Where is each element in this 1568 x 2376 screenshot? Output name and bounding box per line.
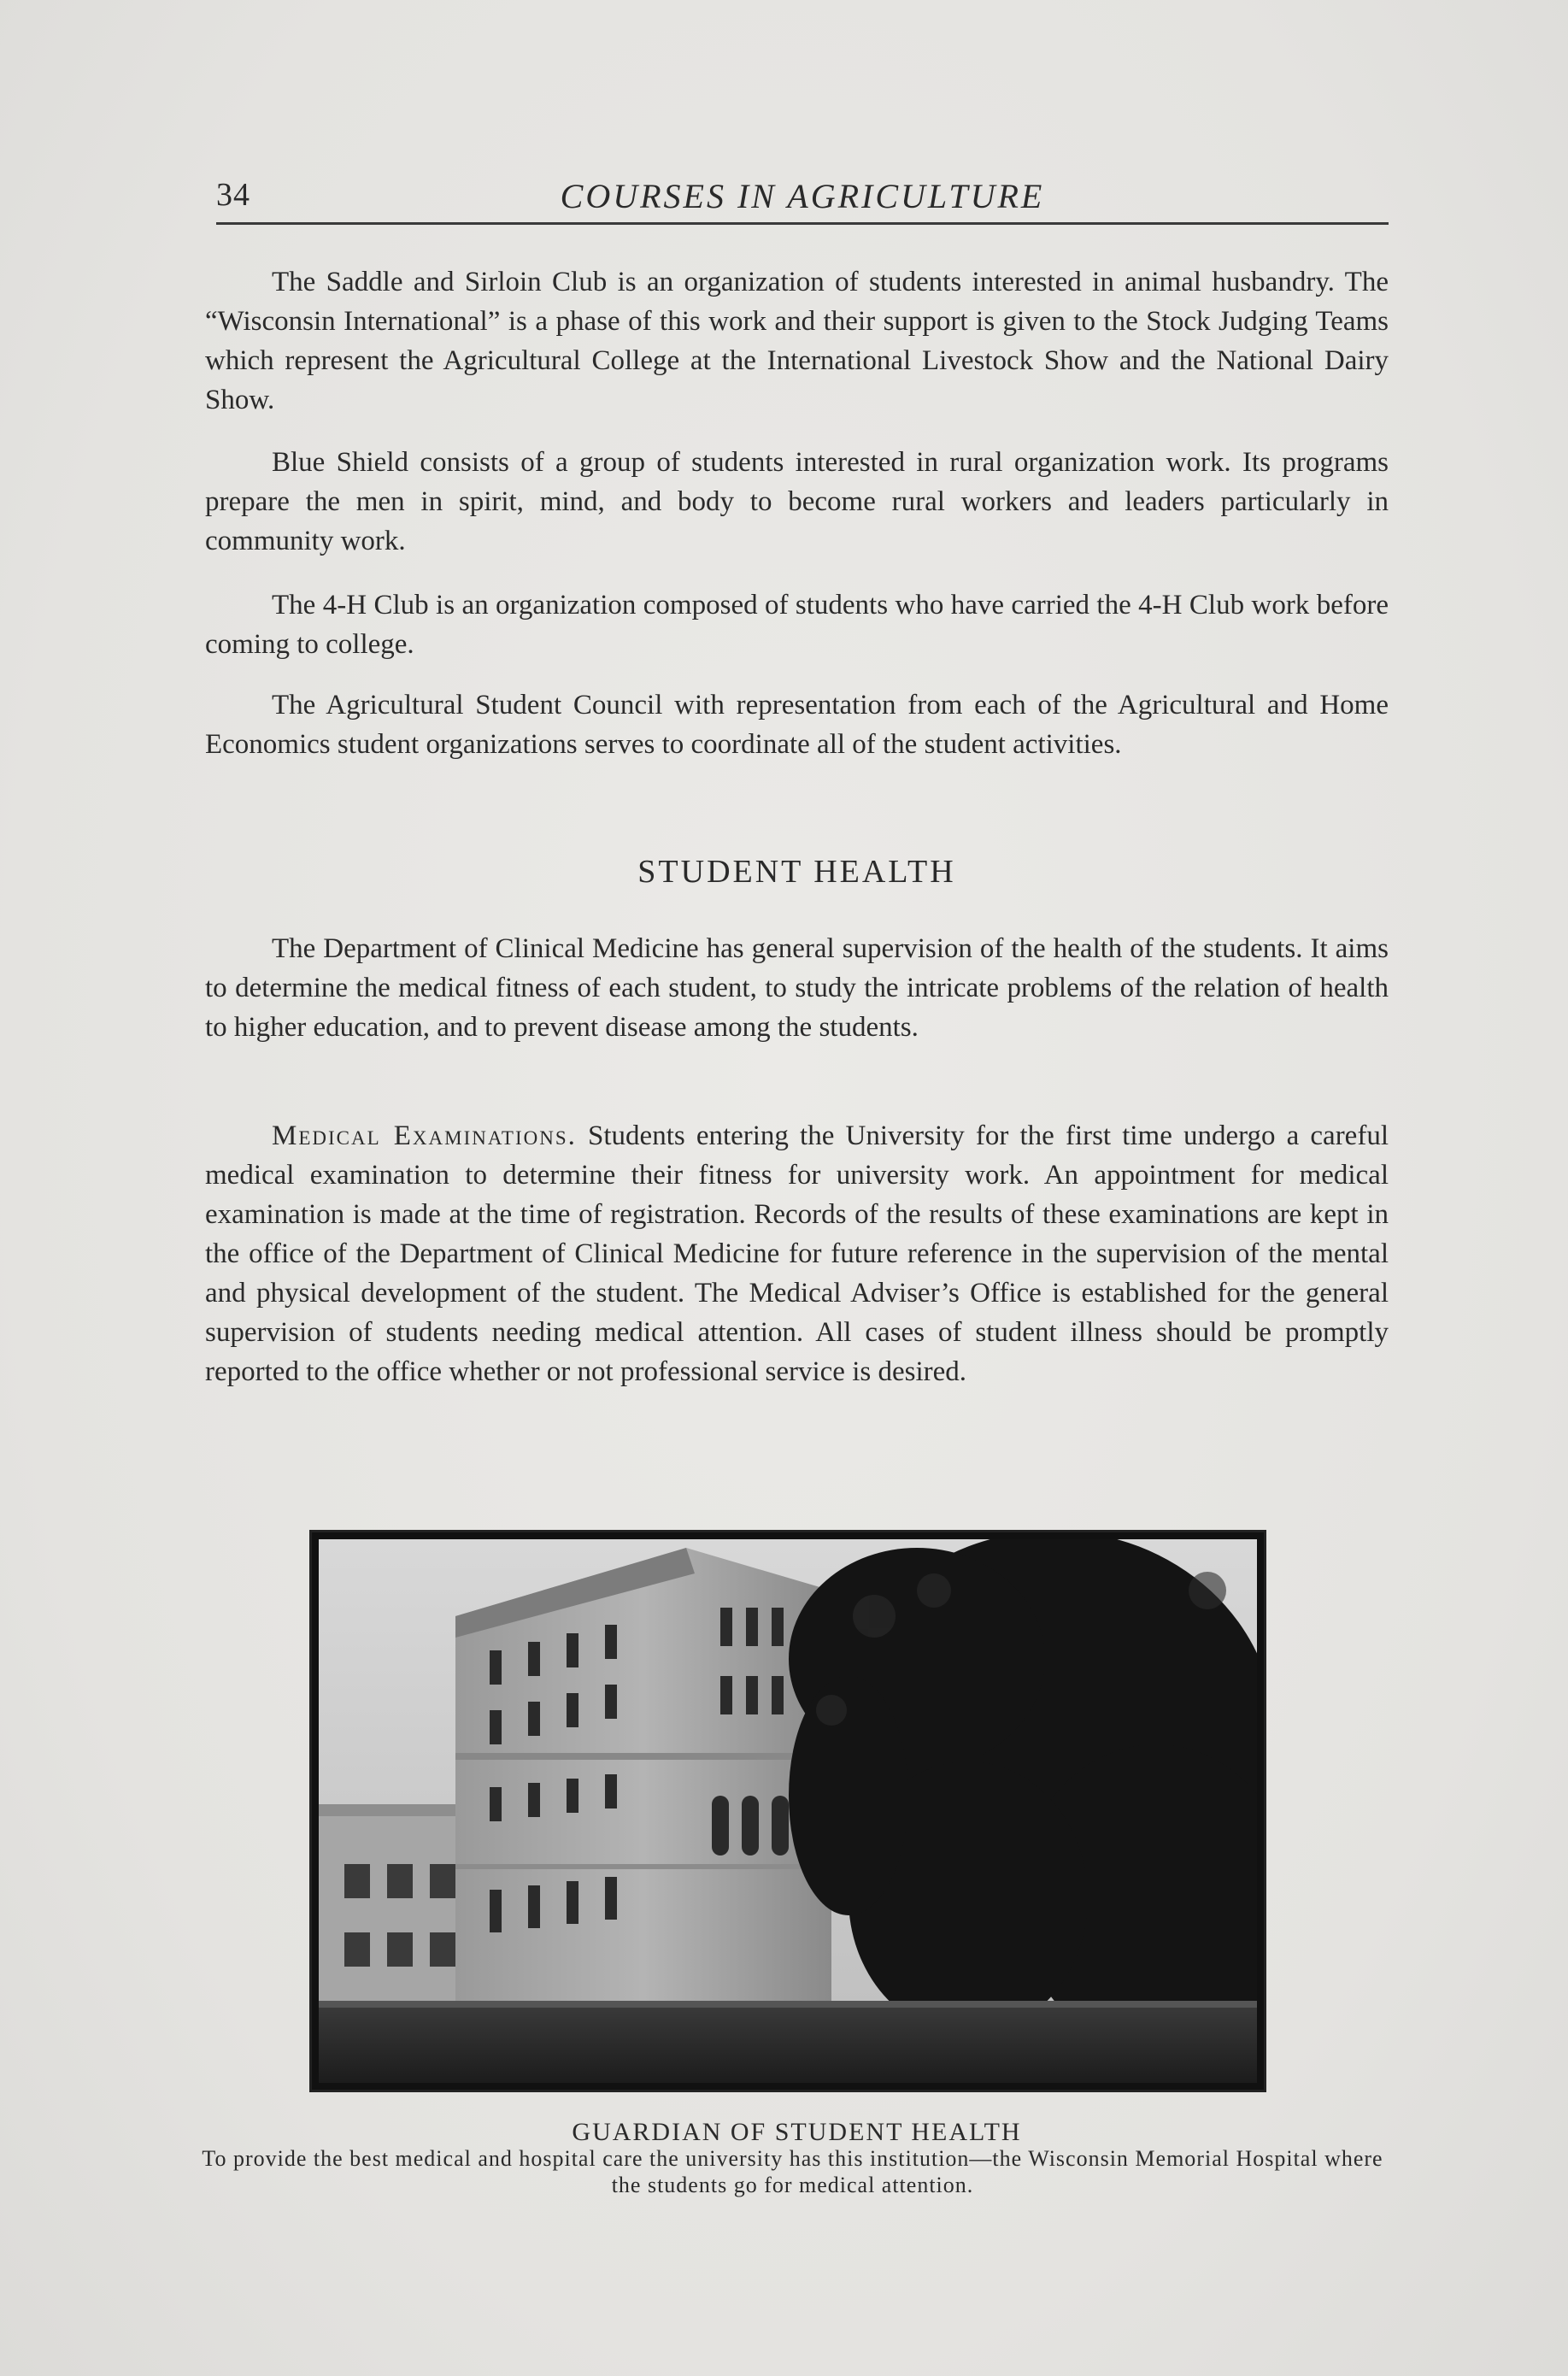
hospital-photograph xyxy=(309,1530,1266,2092)
paragraph-student-council: The Agricultural Student Council with representation from each of the Agricultural and Home Economics student organizations serves to coordinate all of the student activities. xyxy=(205,690,1389,760)
medical-examinations-text: Students entering the University for the first time undergo a careful medical examination to determine their fitness for university work. An appointment for medical examination is made at the time of registration. Records of the results of these examinations are kept in the office of the Department of Clinical Medicine for future reference in the supervision of the mental and physical development of the student. The Medical Adviser’s Office is established for the general supervision of students needing medical attention. All cases of student illness should be promptly reported to the office whether or not professional service is desired. xyxy=(205,1120,1389,1387)
figure-caption-text: To provide the best medical and hospital care the university has this institution—the Wisconsin Memorial Hospital where the students go for medical attention. xyxy=(202,2146,1383,2197)
paragraph-health-intro: The Department of Clinical Medicine has general supervision of the health of the students. It aims to determine the medical fitness of each student, to study the intricate problems of the relation of health to higher education, and to prevent disease among the students. xyxy=(205,933,1389,1043)
paragraph-blue-shield: Blue Shield consists of a group of students interested in rural organization work. Its programs prepare the men in spirit, mind, and body to become rural workers and leaders particularly in community work. xyxy=(205,447,1389,556)
running-head xyxy=(216,171,1389,225)
section-heading-student-health: STUDENT HEALTH xyxy=(637,854,956,890)
figure-caption-title: GUARDIAN OF STUDENT HEALTH xyxy=(572,2118,1022,2146)
paragraph-saddle-sirloin: The Saddle and Sirloin Club is an organization of students interested in animal husbandry. The “Wisconsin International” is a phase of this work and their support is given to the Stock Judging Teams which represent the Agricultural College at the International Livestock Show and the National Dairy Show. xyxy=(205,267,1389,415)
paragraph-four-h: The 4-H Club is an organization composed of students who have carried the 4-H Club work before coming to college. xyxy=(205,590,1389,660)
running-title: COURSES IN AGRICULTURE xyxy=(560,177,1045,215)
hospital-photo-image xyxy=(319,1539,1257,2083)
page-number: 34 xyxy=(216,177,250,213)
paragraph-medical-examinations xyxy=(205,1116,1389,1391)
run-in-heading: Medical Examinations. xyxy=(272,1120,577,1151)
